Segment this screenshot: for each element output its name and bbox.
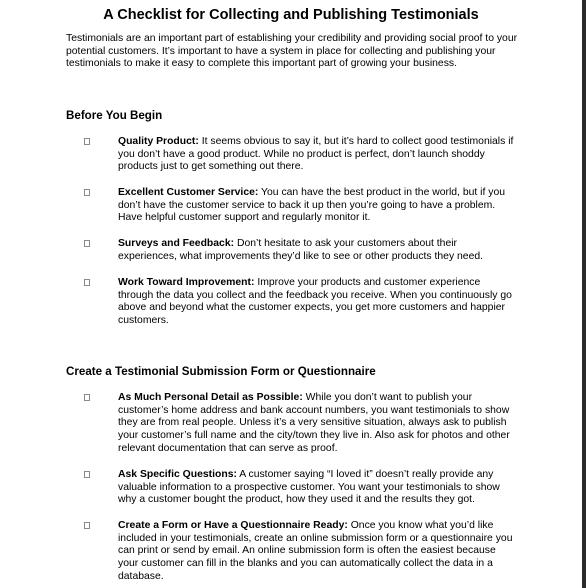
checklist-item-text <box>118 469 514 507</box>
checklist-item-text <box>118 187 514 225</box>
checklist-item-body: You can have the best product in the world, but if you don’t have the customer service to back it up then you’re going to have a problem. Have helpful customer support and regularly monitor it. <box>118 187 505 224</box>
checklist-item-body: A customer saying “I loved it” doesn’t really provide any valuable information to a prospective customer. You want your testimonials to show why a customer bought the product, how they used it and the results they got. <box>118 469 500 506</box>
checkbox-icon[interactable] <box>84 240 90 247</box>
checklist-item-text <box>118 520 514 584</box>
checklist-item-label: Ask Specific Questions: <box>118 469 237 480</box>
checkbox-icon[interactable] <box>84 522 90 529</box>
checklist-item-label: Surveys and Feedback: <box>118 238 235 249</box>
checklist-item-label: Quality Product: <box>118 136 199 147</box>
checklist-item-body: While you don’t want to publish your customer’s home address and bank account numbers, you want testimonials to show they are from real people. Unless it’s a very sensitive situation, always ask to publish your customer’s full name and the city/town they live in. Also ask for photos and other relevant documentation that can serve as proof. <box>118 392 510 454</box>
checklist-item-text <box>118 238 514 263</box>
checklist-item-text <box>118 392 514 456</box>
checkbox-icon[interactable] <box>84 394 90 401</box>
checkbox-icon[interactable] <box>84 189 90 196</box>
checklist-item-body: Improve your products and customer experience through the data you collect and the feedback you receive. When you continuously go above and beyond what the customer expects, you get more customers and happier customers. <box>118 277 512 327</box>
section-heading-submission-form: Create a Testimonial Submission Form or Questionnaire <box>66 365 376 378</box>
checklist-item-body: Don’t hesitate to ask your customers about their experiences, what improvements they’d like to see or other products they need. <box>118 238 484 262</box>
checklist-item-text <box>118 277 514 328</box>
checklist-item-body: It seems obvious to say it, but it’s hard to collect good testimonials if you don’t have a good product. While no product is perfect, don’t launch shoddy products just to get something out there. <box>118 136 514 173</box>
checklist-item-label: Create a Form or Have a Questionnaire Ready: <box>118 520 348 531</box>
checkbox-icon[interactable] <box>84 138 90 145</box>
checklist-item-body: Once you know what you’d like included in your testimonials, create an online submission form or a questionnaire you can print or send by email. An online submission form is often the easiest because your customer can fill in the blanks and you can automatically collect the data in a database. <box>118 520 513 582</box>
checklist-item-label: Work Toward Improvement: <box>118 277 255 288</box>
intro-paragraph: Testimonials are an important part of establishing your credibility and providing social proof to your potential customers. It’s important to have a system in place for collecting and publishing your testimonials to make it easy to complete this important part of growing your business. <box>66 33 518 70</box>
checkbox-icon[interactable] <box>84 471 90 478</box>
section-heading-before-you-begin: Before You Begin <box>66 109 163 122</box>
checklist-item-label: Excellent Customer Service: <box>118 187 259 198</box>
checkbox-icon[interactable] <box>84 279 90 286</box>
document-title: A Checklist for Collecting and Publishing Testimonials <box>103 7 479 23</box>
checklist-item-label: As Much Personal Detail as Possible: <box>118 392 303 403</box>
checklist-item-text <box>118 136 514 174</box>
